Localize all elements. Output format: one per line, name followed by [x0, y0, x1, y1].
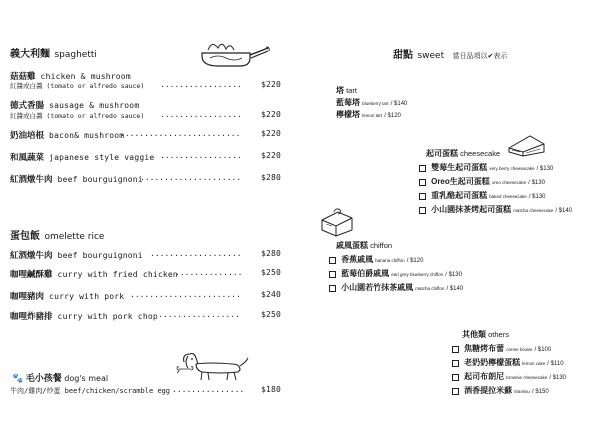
item-name-cn: 咖哩鹹酥雞 — [10, 269, 53, 279]
item-price: $250 — [261, 310, 282, 319]
chiffon-title-cn: 戚風蛋糕 — [336, 241, 368, 250]
item-price: / $130 — [536, 166, 554, 172]
item-name-cn: 香蕉戚風 — [341, 255, 374, 264]
item-price: / $130 — [549, 375, 566, 381]
others-title-cn: 其他類 — [462, 330, 486, 339]
item-name-en: beef bourguignoni — [57, 175, 143, 184]
item-price: $280 — [261, 173, 282, 182]
bone-icon — [176, 365, 194, 373]
item-name-en: banana chiffon — [375, 258, 405, 263]
item-name-cn: 檸檬塔 — [336, 110, 360, 119]
checkbox — [452, 360, 459, 367]
dot-leader: ................. — [160, 110, 242, 119]
paw-icon: 🐾 — [12, 373, 24, 383]
item-name-en: very berry cheesecake — [489, 166, 535, 171]
item-price: / $130 — [528, 180, 545, 186]
checkbox — [452, 388, 459, 395]
list-item — [329, 282, 463, 293]
item-name-en: japanese style vaggie — [49, 153, 155, 162]
dot-leader: ................... — [150, 249, 242, 258]
others-heading — [462, 329, 509, 340]
item-name-cn: 紅酒燉牛肉 — [10, 250, 53, 260]
checkbox — [329, 271, 336, 278]
dot-leader: ......................... — [120, 129, 241, 138]
item-name-en: matcha cheesecake — [513, 208, 554, 213]
dot-leader: ..................... — [140, 173, 242, 182]
item-name-en: creme brulee — [506, 347, 533, 352]
list-item — [336, 109, 401, 120]
item-price: / $120 — [406, 258, 424, 264]
item-price: / $120 — [384, 113, 401, 119]
item-name-cn: Oreo生起司蛋糕 — [431, 177, 490, 186]
list-item — [10, 129, 124, 141]
checkbox — [329, 285, 336, 292]
item-name-en: baked cheesecake — [489, 194, 527, 199]
item-name-en: earl grey blueberry chiffon — [391, 272, 444, 277]
list-item — [10, 173, 143, 185]
spaghetti-title-cn: 義大利麵 — [10, 49, 50, 60]
cheesecake-heading — [426, 148, 500, 159]
dot-leader: .............. — [175, 268, 243, 277]
item-name-cn: 酒香提拉米蘇 — [464, 386, 513, 395]
item-name-cn: 小山園抹茶烤起司蛋糕 — [431, 205, 512, 214]
tart-heading — [336, 85, 357, 96]
item-name-en: curry with fried chicken — [57, 270, 178, 279]
item-name-en: brownie cheesecake — [506, 375, 548, 380]
cheesecake-title-cn: 起司蛋糕 — [426, 149, 458, 158]
item-name-en: sausage & mushroom — [49, 101, 140, 110]
list-item — [329, 254, 423, 265]
cake-slice-icon — [318, 206, 356, 238]
list-item — [452, 357, 564, 368]
item-name-cn: 藍莓伯爵戚風 — [341, 269, 390, 278]
item-price: / $140 — [555, 208, 572, 214]
item-name-en: matcha chiffon — [415, 286, 445, 291]
dogs-meal-note — [10, 386, 170, 396]
checkbox — [419, 193, 426, 200]
item-note — [10, 111, 144, 120]
spaghetti-title-en: spaghetti — [54, 50, 97, 60]
list-item — [10, 310, 158, 322]
item-name-en: lemon tart — [362, 113, 383, 118]
tart-title-en: tart — [346, 86, 357, 95]
others-title-en: others — [488, 330, 509, 339]
dot-leader: ............... — [172, 385, 245, 394]
dot-leader: ................. — [160, 80, 242, 89]
sweet-note: 當日品項以✔表示 — [452, 53, 508, 60]
list-item — [10, 249, 143, 261]
dogs-meal-title-cn: 毛小孩餐 — [25, 373, 62, 383]
dot-leader: ................. — [158, 310, 240, 319]
checkbox — [452, 374, 459, 381]
item-price: / $130 — [445, 272, 462, 278]
sweet-title-cn: 甜點 — [393, 50, 413, 61]
item-name-cn: 奶油培根 — [10, 130, 45, 140]
list-item — [329, 268, 462, 279]
list-item — [419, 190, 546, 201]
omelette-heading — [10, 226, 104, 244]
list-item — [452, 371, 566, 382]
dogs-meal-heading — [12, 371, 108, 384]
checkbox — [419, 179, 426, 186]
checkbox — [419, 207, 426, 214]
sweet-heading — [393, 45, 507, 63]
omelette-title-cn: 蛋包飯 — [10, 231, 40, 242]
item-name-en: lemon cake — [522, 361, 546, 366]
item-name-en: curry with pork — [49, 292, 125, 301]
sweet-title-en: sweet — [417, 51, 445, 61]
list-item — [336, 97, 407, 108]
item-name-cn: 和風蔬菜 — [10, 152, 45, 162]
item-price: / $140 — [390, 101, 408, 107]
item-name-cn: 咖哩豬肉 — [10, 291, 45, 301]
dot-leader: ................. — [160, 151, 242, 160]
item-price: / $150 — [532, 389, 549, 395]
item-name-cn: 咖哩炸豬排 — [10, 311, 53, 321]
item-name-en: chicken & mushroom — [40, 72, 131, 81]
tart-title-cn: 塔 — [336, 86, 344, 95]
item-name-en: curry with pork chop — [57, 312, 158, 321]
item-price: / $100 — [534, 347, 552, 353]
item-name-cn: 藍莓塔 — [336, 98, 360, 107]
item-name-cn: 雙莓生起司蛋糕 — [431, 163, 488, 172]
item-name-en: beef bourguignoni — [57, 251, 143, 260]
item-note-cn: 牛肉/雞肉/炒蛋 — [10, 387, 61, 395]
item-name-cn: 紅酒燉牛肉 — [10, 174, 53, 184]
omelette-title-en: omelette rice — [44, 232, 105, 242]
item-name-cn: 起司布朗尼 — [464, 372, 505, 381]
item-note-cn: 紅醬或白醬 — [10, 112, 43, 120]
item-name-cn: 菇菇雞 — [10, 71, 36, 81]
chiffon-heading — [336, 240, 392, 251]
item-price: $220 — [261, 129, 282, 138]
item-note-en: (tomato or alfredo sauce) — [46, 82, 145, 90]
item-price: / $130 — [528, 194, 546, 200]
item-name-en: bacon& mushroom — [49, 131, 125, 140]
cake-slice-icon — [506, 128, 546, 158]
chiffon-title-en: chiffon — [370, 241, 393, 250]
item-name-cn: 重乳酪起司蛋糕 — [431, 191, 488, 200]
item-name-cn: 小山園若竹抹茶戚風 — [341, 283, 414, 292]
dot-leader: ....................... — [130, 290, 241, 299]
list-item — [10, 99, 139, 111]
checkbox — [452, 346, 459, 353]
item-name-cn: 焦糖烤布蕾 — [464, 344, 505, 353]
item-name-cn: 德式香腸 — [10, 100, 45, 110]
item-note-en: (tomato or alfredo sauce) — [46, 112, 145, 120]
checkbox — [329, 257, 336, 264]
item-name-en: tiramisu — [514, 389, 530, 394]
item-price: $280 — [261, 249, 282, 258]
spaghetti-heading — [10, 44, 97, 62]
item-name-cn: 老奶奶檸檬蛋糕 — [464, 358, 521, 367]
item-name-en: oreo cheesecake — [491, 180, 527, 185]
list-item — [10, 290, 124, 302]
item-note — [10, 81, 144, 90]
item-price: / $110 — [547, 361, 564, 367]
list-item — [419, 204, 572, 215]
frying-pan-icon — [196, 36, 272, 70]
item-price: $180 — [261, 385, 282, 394]
list-item — [452, 385, 549, 396]
list-item — [10, 268, 178, 280]
list-item — [10, 151, 154, 163]
list-item — [452, 343, 551, 354]
checkbox — [419, 165, 426, 172]
cheesecake-title-en: cheesecake — [460, 149, 501, 158]
list-item — [419, 176, 545, 187]
item-price: / $140 — [446, 286, 464, 292]
item-price: $220 — [261, 80, 282, 89]
item-price: $220 — [261, 151, 282, 160]
item-price: $250 — [261, 268, 282, 277]
dogs-meal-title-en: dog's meal — [64, 374, 109, 383]
item-note-cn: 紅醬或白醬 — [10, 82, 43, 90]
item-note-en: beef/chicken/scramble egg — [64, 387, 171, 395]
item-price: $240 — [261, 290, 282, 299]
item-name-en: blueberry tart — [362, 101, 389, 106]
item-price: $220 — [261, 110, 282, 119]
list-item — [419, 162, 553, 173]
